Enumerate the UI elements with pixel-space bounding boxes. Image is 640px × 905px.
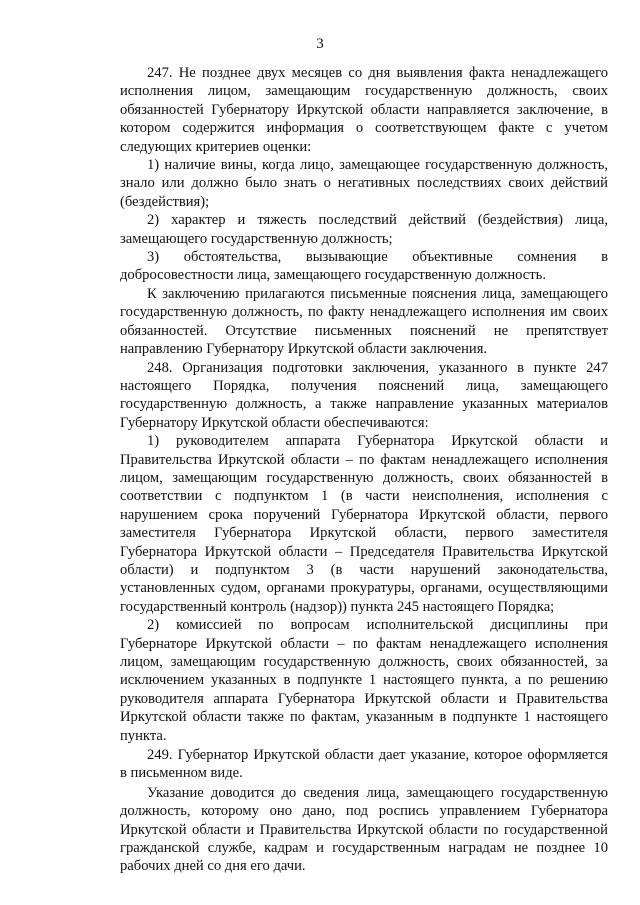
paragraph-249-notification: Указание доводится до сведения лица, замещающего государственную должность, которому оно дано, под роспись управлением Губернатора Иркутской области и Правительства Иркутской области по государственной гражданской службе, кадрам и государственным наградам не позднее 10 рабочих дней со дня его дачи.: [120, 784, 608, 875]
paragraph-247-attachment: К заключению прилагаются письменные пояснения лица, замещающего государственную должность, по факту ненадлежащего исполнения им своих обязанностей. Отсутствие письменных пояснений не препятствует направлению Губернатору Иркутской области заключения.: [120, 285, 608, 358]
page-number: 3: [316, 36, 324, 52]
paragraph-248-item-2: 2) комиссией по вопросам исполнительской дисциплины при Губернаторе Иркутской области – по фактам ненадлежащего исполнения лицом, замещающим государственную должность, своих обязанностей, за исключением указанных в подпункте 1 настоящего пункта, а по решению руководителя аппарата Губернатора Иркутской области и Правительства Иркутской области также по фактам, указанным в подпункте 1 настоящего пункта.: [120, 617, 608, 744]
paragraph-247: 247. Не позднее двух месяцев со дня выявления факта ненадлежащего исполнения лицом, замещающим государственную должность, своих обязанностей Губернатору Иркутской области направляется заключение, в котором содержится информация о соответствующем факте с учетом следующих критериев оценки:: [120, 65, 608, 155]
paragraph-247-criterion-3: 3) обстоятельства, вызывающие объективные сомнения в добросовестности лица, замещающего государственную должность.: [120, 249, 608, 284]
paragraph-248: 248. Организация подготовки заключения, указанного в пункте 247 настоящего Порядка, получения пояснений лица, замещающего государственную должность, а также направление указанных материалов Губернатору Иркутской области обеспечиваются:: [120, 359, 608, 431]
paragraph-247-criterion-1: 1) наличие вины, когда лицо, замещающее государственную должность, знало или должно было знать о негативных последствиях своих действий (бездействия);: [120, 157, 608, 210]
document-body: [120, 64, 608, 876]
paragraph-248-item-1: 1) руководителем аппарата Губернатора Иркутской области и Правительства Иркутской области – по фактам ненадлежащего исполнения лицом, замещающим государственную должность, своих обязанностей в соответствии с подпунктом 1 (в части неисполнения, исполнения с нарушением срока поручений Губернатора Иркутской области, первого заместителя Губернатора Иркутской области, первого заместителя Губернатора Иркутской области – Председателя Правительства Иркутской области) и подпунктом 3 (в части нарушений законодательства, установленных судом, органами прокуратуры, органами, осуществляющими государственный контроль (надзор)) пункта 245 настоящего Порядка;: [120, 433, 608, 615]
paragraph-247-criterion-2: 2) характер и тяжесть последствий действий (бездействия) лица, замещающего государственную должность;: [120, 212, 608, 247]
paragraph-249: 249. Губернатор Иркутской области дает указание, которое оформляется в письменном виде.: [120, 747, 608, 782]
